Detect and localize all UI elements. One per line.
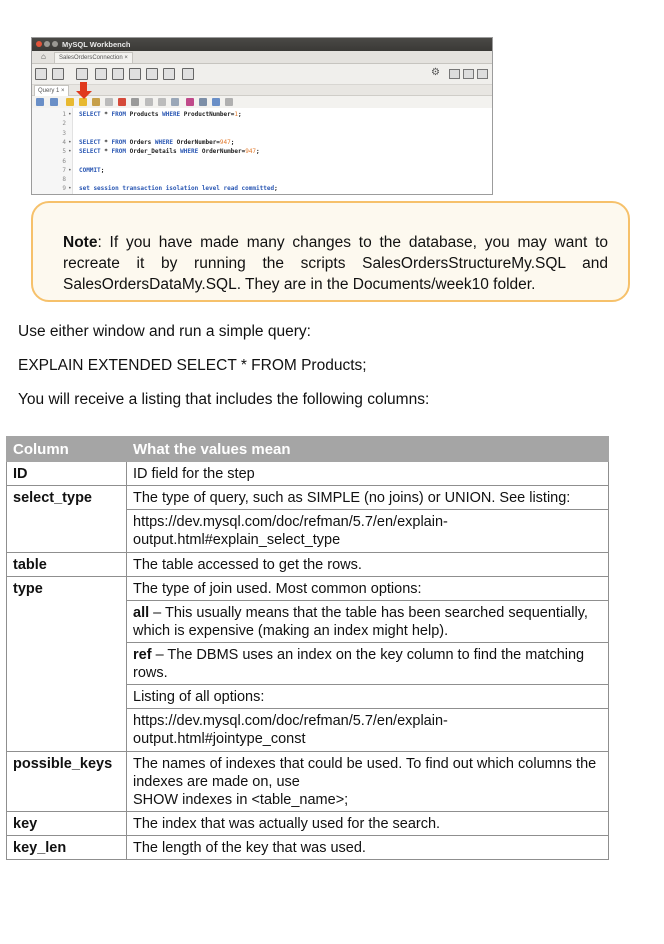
code-text: [79, 166, 104, 175]
code-text: [79, 110, 242, 119]
code-token: set session transaction isolation level read committed: [79, 185, 275, 193]
type-listing-label: Listing of all options:: [127, 685, 609, 709]
row-name-key-len: key_len: [7, 836, 127, 860]
line-number: 8: [62, 176, 66, 184]
toggle-output-icon[interactable]: [131, 98, 139, 106]
table-row-key-len: [7, 836, 609, 860]
line-number: 1: [62, 111, 66, 118]
type-url: https://dev.mysql.com/doc/refman/5.7/en/explain-output.html#jointype_const: [127, 709, 609, 752]
wrap-lines-icon[interactable]: [225, 98, 233, 106]
gear-icon[interactable]: ⚙: [431, 67, 440, 78]
line-gutter: [32, 108, 73, 194]
type-all-term: all: [133, 605, 150, 621]
table-row-select-type: [7, 486, 609, 510]
statement-marker: •: [68, 111, 72, 118]
maximize-window-button[interactable]: [52, 41, 58, 47]
code-token: Products: [125, 111, 163, 118]
tab-sales-orders-connection[interactable]: SalesOrdersConnection ×: [54, 52, 133, 63]
note-body: : If you have made many changes to the database, you may want to recreate it by running the scripts SalesOrdersStructureMy.SQL and SalesOrdersDataMy.SQL. They are in the Documents/week10 folder.: [63, 234, 608, 293]
new-sql-tab-icon[interactable]: [35, 68, 47, 80]
code-token: ;: [100, 166, 105, 174]
column-header-column: Column: [7, 437, 127, 462]
code-text: [79, 147, 260, 156]
row-name-table: table: [7, 553, 127, 577]
code-token: *: [100, 148, 112, 156]
statement-marker: •: [68, 185, 72, 193]
save-icon[interactable]: [50, 98, 58, 106]
line-number: 3: [62, 129, 66, 137]
intro-query-line: EXPLAIN EXTENDED SELECT * FROM Products;: [18, 357, 367, 374]
row-name-possible-keys: possible_keys: [7, 752, 127, 812]
type-ref-option: [127, 643, 609, 685]
create-procedure-icon[interactable]: [146, 68, 158, 80]
row-desc-key-len: The length of the key that was used.: [127, 836, 609, 860]
line-number: 6: [62, 157, 66, 165]
stop-on-error-icon[interactable]: [118, 98, 126, 106]
code-token: Orders: [125, 138, 155, 146]
row-name-key: key: [7, 812, 127, 836]
code-token: OrderNumber=: [198, 148, 246, 156]
table-row-id: [7, 462, 609, 486]
line-number: 7: [62, 166, 66, 174]
beautify-icon[interactable]: [186, 98, 194, 106]
invisible-chars-icon[interactable]: [212, 98, 220, 106]
row-desc-type: The type of join used. Most common options:: [127, 577, 609, 601]
type-all-option: [127, 601, 609, 643]
connection-tabbar: [32, 51, 492, 64]
code-token: 1: [234, 111, 238, 118]
search-table-data-icon[interactable]: [163, 68, 175, 80]
code-token: SELECT: [79, 138, 101, 146]
table-row-table: [7, 553, 609, 577]
line-number: 2: [62, 120, 66, 128]
note-box: [31, 201, 630, 302]
statement-marker: •: [68, 138, 72, 146]
line-number: 5: [62, 148, 66, 156]
line-number: 4: [62, 138, 66, 146]
code-token: Order_Details: [125, 148, 181, 156]
code-token: SELECT: [79, 148, 101, 156]
query-tabbar: [32, 85, 492, 96]
main-toolbar: [32, 64, 492, 85]
workbench-screenshot: [31, 37, 493, 195]
explain-columns-table: [6, 436, 609, 860]
possible-keys-desc: The names of indexes that could be used. To find out which columns the indexes are made on, use: [133, 756, 597, 790]
row-name-id: ID: [7, 462, 127, 486]
commit-icon[interactable]: [145, 98, 153, 106]
window-title: MySQL Workbench: [62, 40, 131, 49]
create-table-icon[interactable]: [112, 68, 124, 80]
code-token: 947: [219, 138, 231, 146]
row-desc-select-type: The type of query, such as SIMPLE (no joins) or UNION. See listing:: [127, 486, 609, 510]
row-desc-table: The table accessed to get the rows.: [127, 553, 609, 577]
close-window-button[interactable]: [36, 41, 42, 47]
row-name-type: type: [7, 577, 127, 752]
code-text: [79, 138, 234, 147]
open-file-icon[interactable]: [36, 98, 44, 106]
table-row-possible-keys: [7, 752, 609, 812]
code-token: WHERE: [154, 138, 173, 146]
rollback-icon[interactable]: [158, 98, 166, 106]
code-token: ;: [230, 138, 235, 146]
note-label: Note: [63, 234, 98, 251]
code-token: COMMIT: [79, 166, 101, 174]
toggle-secondary-sidebar-button[interactable]: [477, 69, 488, 79]
create-view-icon[interactable]: [129, 68, 141, 80]
intro-line-3: You will receive a listing that includes the following columns:: [18, 391, 430, 408]
inspector-icon[interactable]: [76, 68, 88, 80]
open-sql-script-icon[interactable]: [52, 68, 64, 80]
statement-marker: •: [68, 148, 72, 156]
code-token: ProductNumber=: [180, 111, 235, 118]
table-row-key: [7, 812, 609, 836]
row-desc-id: ID field for the step: [127, 462, 609, 486]
type-all-desc: – This usually means that the table has been searched sequentially, which is expensive (making an index might help).: [133, 605, 588, 639]
code-token: WHERE: [180, 148, 199, 156]
type-ref-term: ref: [133, 647, 152, 663]
code-token: WHERE: [162, 111, 181, 118]
code-token: *: [100, 111, 112, 118]
code-text: [79, 184, 278, 193]
find-icon[interactable]: [199, 98, 207, 106]
possible-keys-command: SHOW indexes in <table_name>;: [133, 792, 349, 808]
toggle-sidebar-button[interactable]: [449, 69, 460, 79]
row-desc-possible-keys: [127, 752, 609, 812]
execute-icon[interactable]: [66, 98, 74, 106]
statement-marker: •: [68, 166, 72, 174]
code-token: SELECT: [79, 111, 101, 118]
stop-icon[interactable]: [105, 98, 113, 106]
line-number: 9: [62, 185, 66, 193]
note-text: [63, 232, 608, 295]
code-token: ;: [274, 185, 278, 193]
execute-statement-icon[interactable]: [79, 98, 87, 106]
code-token: FROM: [111, 148, 126, 156]
code-token: FROM: [111, 138, 126, 146]
column-header-meaning: What the values mean: [127, 437, 609, 462]
minimize-window-button[interactable]: [44, 41, 50, 47]
create-schema-icon[interactable]: [95, 68, 107, 80]
code-token: FROM: [111, 111, 126, 118]
sql-editor[interactable]: [32, 108, 492, 194]
intro-line-1: Use either window and run a simple query:: [18, 323, 311, 340]
home-icon[interactable]: ⌂: [41, 52, 46, 61]
table-row-type: [7, 577, 609, 601]
select-type-url: https://dev.mysql.com/doc/refman/5.7/en/explain-output.html#explain_select_type: [127, 510, 609, 553]
code-token: 947: [245, 148, 257, 156]
explain-icon[interactable]: [92, 98, 100, 106]
code-token: *: [100, 138, 112, 146]
reconnect-icon[interactable]: [182, 68, 194, 80]
row-desc-key: The index that was actually used for the search.: [127, 812, 609, 836]
toggle-output-button[interactable]: [463, 69, 474, 79]
type-ref-desc: – The DBMS uses an index on the key column to find the matching rows.: [133, 647, 585, 681]
code-token: ;: [256, 148, 260, 156]
tab-query-1[interactable]: Query 1 ×: [34, 85, 69, 96]
window-titlebar: [32, 38, 492, 51]
table-header-row: [7, 437, 609, 462]
autocommit-icon[interactable]: [171, 98, 179, 106]
code-token: OrderNumber=: [172, 138, 220, 146]
code-token: ;: [237, 111, 242, 118]
row-name-select-type: select_type: [7, 486, 127, 553]
